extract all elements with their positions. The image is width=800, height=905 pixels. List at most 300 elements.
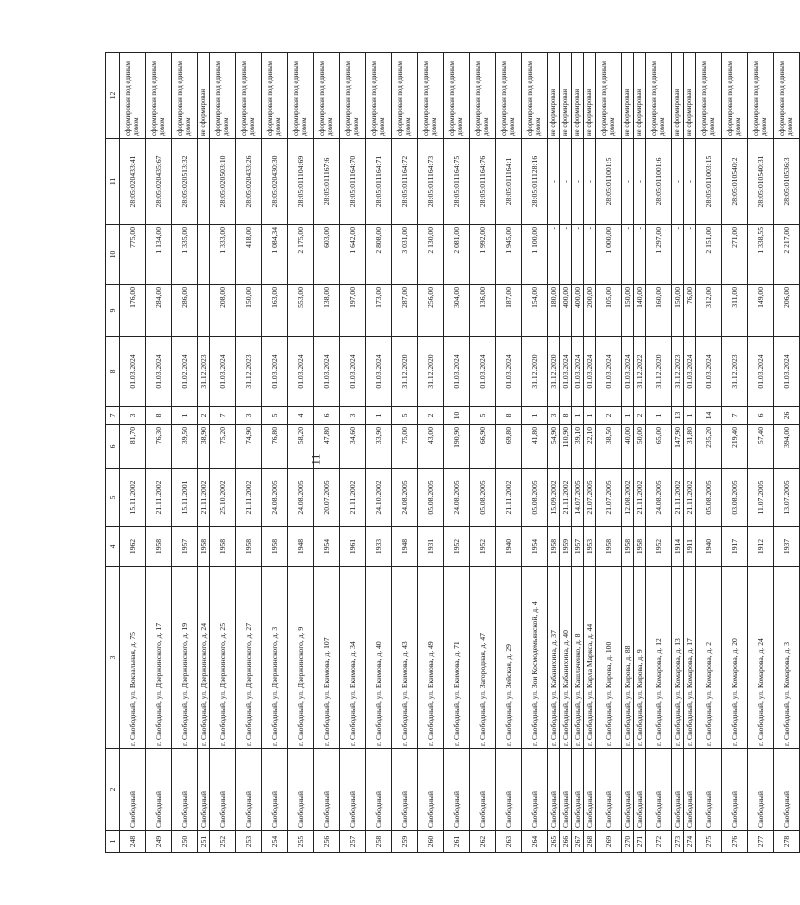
table-cell: 1952 (444, 527, 470, 567)
table-cell: 01.03.2024 (444, 337, 470, 407)
table-cell: 311,00 (722, 285, 748, 337)
table-cell: 8 (560, 407, 572, 425)
table-cell: 2 081,00 (444, 225, 470, 285)
table-cell: Свободный (622, 749, 634, 831)
table-cell: 1 335,00 (172, 225, 198, 285)
table-cell: г. Свободный, ул. Комарова, д. 13 (672, 567, 684, 749)
table-cell: 176,00 (120, 285, 146, 337)
table-cell: 01.03.2024 (288, 337, 314, 407)
table-cell: Свободный (522, 749, 548, 831)
table-cell: г. Свободный, ул. Кирова, д. 100 (596, 567, 622, 749)
table-row (262, 53, 288, 853)
table-row (198, 53, 210, 853)
table-cell: 28:05:011164:71 (366, 139, 392, 225)
table-cell: 31.12.2020 (522, 337, 548, 407)
table-cell: 31.12.2020 (418, 337, 444, 407)
table-cell: 274 (684, 831, 696, 853)
table-cell: сформирован под единым домом (172, 53, 198, 139)
table-cell: 1961 (340, 527, 366, 567)
table-cell: г. Свободный, ул. Екимова, д. 71 (444, 567, 470, 749)
table-cell: 28:05:011164:72 (392, 139, 418, 225)
rotated-table-wrapper (105, 53, 794, 853)
table-cell: 28:05:010540:2 (722, 139, 748, 225)
table-row (572, 53, 584, 853)
table-cell: 150,00 (622, 285, 634, 337)
table-cell: сформирован под единым домом (774, 53, 800, 139)
table-cell: 1957 (572, 527, 584, 567)
table-cell: 147,90 (672, 425, 684, 469)
table-cell: 8 (146, 407, 172, 425)
table-row (622, 53, 634, 853)
table-cell: 160,00 (646, 285, 672, 337)
table-row (748, 53, 774, 853)
table-row (314, 53, 340, 853)
table-cell: 253 (236, 831, 262, 853)
table-cell: 28:05:020513:32 (172, 139, 198, 225)
table-cell: 271,00 (722, 225, 748, 285)
table-cell: не сформирован (684, 53, 696, 139)
table-row (340, 53, 366, 853)
table-cell: 1948 (392, 527, 418, 567)
table-cell: 418,00 (236, 225, 262, 285)
table-cell: 31.12.2023 (198, 337, 210, 407)
table-cell: 150,00 (236, 285, 262, 337)
table-cell: 01.03.2024 (340, 337, 366, 407)
table-cell: г. Свободный, ул. Комарова, д. 2 (696, 567, 722, 749)
table-cell: 200,00 (584, 285, 596, 337)
table-cell: 219,40 (722, 425, 748, 469)
table-cell: 276 (722, 831, 748, 853)
column-header: 10 (106, 225, 120, 285)
table-cell: 251 (198, 831, 210, 853)
table-cell: 21.07.2005 (596, 469, 622, 527)
table-cell: Свободный (172, 749, 198, 831)
table-cell: 1959 (560, 527, 572, 567)
table-cell (198, 139, 210, 225)
table-cell: 01.03.2024 (774, 337, 800, 407)
table-cell: 31.12.2023 (236, 337, 262, 407)
table-row (236, 53, 262, 853)
table-cell: 255 (288, 831, 314, 853)
table-cell: 1958 (596, 527, 622, 567)
table-cell: 249 (146, 831, 172, 853)
table-cell: сформирован под единым домом (288, 53, 314, 139)
column-header: 2 (106, 749, 120, 831)
table-cell: 278 (774, 831, 800, 853)
table-cell: 2 808,00 (366, 225, 392, 285)
table-cell: 38,50 (596, 425, 622, 469)
table-cell: сформирован под единым домом (120, 53, 146, 139)
table-cell: г. Свободный, ул. Комарова, д. 17 (684, 567, 696, 749)
table-cell: г. Свободный, ул. Дзержинского, д. 19 (172, 567, 198, 749)
table-cell: 21.11.2002 (496, 469, 522, 527)
table-cell: 28:05:011164:1 (496, 139, 522, 225)
table-cell: 1958 (634, 527, 646, 567)
table-cell: Свободный (672, 749, 684, 831)
table-cell: 28:05:011164:70 (340, 139, 366, 225)
table-cell: 14.07.2005 (572, 469, 584, 527)
table-cell: 28:05:011164:73 (418, 139, 444, 225)
table-cell: 6 (314, 407, 340, 425)
table-cell: 28:05:011164:76 (470, 139, 496, 225)
table-cell: Свободный (262, 749, 288, 831)
table-cell: - (622, 139, 634, 225)
table-cell: не сформирован (572, 53, 584, 139)
table-cell: 1 333,00 (210, 225, 236, 285)
table-cell: 1 992,00 (470, 225, 496, 285)
table-cell: 41,80 (522, 425, 548, 469)
table-cell: 163,00 (262, 285, 288, 337)
table-cell: Свободный (198, 749, 210, 831)
table-cell: 01.03.2024 (120, 337, 146, 407)
table-cell: 187,00 (496, 285, 522, 337)
table-cell: 01.03.2024 (262, 337, 288, 407)
column-header: 5 (106, 469, 120, 527)
table-cell: г. Свободный, ул. Зои Космодемьянской, д. 4 (522, 567, 548, 749)
table-cell: 31.12.2020 (646, 337, 672, 407)
table-cell: Свободный (314, 749, 340, 831)
table-cell: 21.11.2002 (684, 469, 696, 527)
table-cell: 1931 (418, 527, 444, 567)
table-cell: Свободный (418, 749, 444, 831)
column-header: 3 (106, 567, 120, 749)
table-cell: 277 (748, 831, 774, 853)
table-cell: 05.08.2005 (696, 469, 722, 527)
table-cell: Свободный (236, 749, 262, 831)
table-cell: 25.10.2002 (210, 469, 236, 527)
table-cell: 15.09.2002 (548, 469, 560, 527)
table-cell: 13.07.2005 (774, 469, 800, 527)
table-cell: Свободный (470, 749, 496, 831)
table-cell: 1 642,00 (340, 225, 366, 285)
table-cell: 31.12.2020 (392, 337, 418, 407)
table-cell: 57,40 (748, 425, 774, 469)
table-cell: г. Свободный, ул. Комарова, д. 12 (646, 567, 672, 749)
table-cell: сформирован под единым домом (262, 53, 288, 139)
table-cell: 1 084,34 (262, 225, 288, 285)
table-cell: 304,00 (444, 285, 470, 337)
table-cell: не сформирован (584, 53, 596, 139)
table-cell: 3 031,00 (392, 225, 418, 285)
table-cell: 173,00 (366, 285, 392, 337)
table-cell: 5 (262, 407, 288, 425)
table-cell: 01.03.2024 (496, 337, 522, 407)
table-cell: 266 (560, 831, 572, 853)
table-row (548, 53, 560, 853)
table-cell: 1958 (548, 527, 560, 567)
table-cell: сформирован под единым домом (470, 53, 496, 139)
table-cell: 258 (366, 831, 392, 853)
table-cell: 05.08.2005 (470, 469, 496, 527)
table-cell: 1 (366, 407, 392, 425)
table-cell: 58,20 (288, 425, 314, 469)
table-cell: г. Свободный, ул. Дзержинского, д. 3 (262, 567, 288, 749)
table-cell: 1 000,00 (596, 225, 622, 285)
table-cell: 270 (622, 831, 634, 853)
table-cell: 256,00 (418, 285, 444, 337)
table-cell: 287,00 (392, 285, 418, 337)
table-cell: 7 (722, 407, 748, 425)
table-row (522, 53, 548, 853)
table-cell: Свободный (584, 749, 596, 831)
table-cell: г. Свободный, ул. Кашлаченко, д. 8 (572, 567, 584, 749)
table-cell: 1 (684, 407, 696, 425)
table-cell: 1962 (120, 527, 146, 567)
table-cell: 05.08.2005 (522, 469, 548, 527)
table-cell: 38,90 (198, 425, 210, 469)
table-cell: 1911 (684, 527, 696, 567)
column-header: 12 (106, 53, 120, 139)
table-cell: 603,00 (314, 225, 340, 285)
table-cell: 1 945,00 (496, 225, 522, 285)
table-cell: - (672, 139, 684, 225)
table-cell: 28:05:011167:6 (314, 139, 340, 225)
table-cell: 263 (496, 831, 522, 853)
table-cell: 2 (198, 407, 210, 425)
table-cell: 197,00 (340, 285, 366, 337)
table-cell: 1940 (496, 527, 522, 567)
table-cell: сформирован под единым домом (522, 53, 548, 139)
column-header: 9 (106, 285, 120, 337)
table-cell: 1933 (366, 527, 392, 567)
table-cell: 1948 (288, 527, 314, 567)
table-cell: 1952 (470, 527, 496, 567)
table-cell: 1958 (622, 527, 634, 567)
table-cell: 39,10 (572, 425, 584, 469)
table-cell: 1954 (314, 527, 340, 567)
table-cell: 65,00 (646, 425, 672, 469)
table-body (120, 53, 800, 853)
column-header: 1 (106, 831, 120, 853)
table-cell: сформирован под единым домом (748, 53, 774, 139)
table-row (172, 53, 198, 853)
table-cell: 01.03.2024 (572, 337, 584, 407)
table-cell: 01.02.2024 (172, 337, 198, 407)
table-cell: 400,00 (560, 285, 572, 337)
table-cell: 54,90 (548, 425, 560, 469)
table-cell: Свободный (288, 749, 314, 831)
table-cell: г. Свободный, ул. Комарова, д. 20 (722, 567, 748, 749)
table-cell: 3 (120, 407, 146, 425)
table-cell: 1917 (722, 527, 748, 567)
table-cell: - (634, 139, 646, 225)
table-cell: 81,70 (120, 425, 146, 469)
header-row (106, 53, 120, 853)
table-cell: 284,00 (146, 285, 172, 337)
table-cell: 01.03.2024 (748, 337, 774, 407)
table-cell: 110,90 (560, 425, 572, 469)
table-cell: 2 175,00 (288, 225, 314, 285)
table-cell: сформирован под единым домом (366, 53, 392, 139)
column-header: 8 (106, 337, 120, 407)
table-cell: 28:05:020433:41 (120, 139, 146, 225)
table-cell: 28:05:011104:69 (288, 139, 314, 225)
table-cell: Свободный (146, 749, 172, 831)
table-cell: 1937 (774, 527, 800, 567)
table-row (634, 53, 646, 853)
table-cell: 149,00 (748, 285, 774, 337)
table-cell: 3 (340, 407, 366, 425)
table-cell: - (560, 139, 572, 225)
table-cell: 138,00 (314, 285, 340, 337)
table-row (696, 53, 722, 853)
table-cell: 15.11.2002 (120, 469, 146, 527)
table-cell: 271 (634, 831, 646, 853)
table-cell: - (634, 225, 646, 285)
table-cell: 1940 (696, 527, 722, 567)
table-cell: сформирован под единым домом (496, 53, 522, 139)
table-cell: 10 (444, 407, 470, 425)
table-cell: 75,00 (392, 425, 418, 469)
page-number: 11 (308, 453, 323, 466)
table-cell: сформирован под единым домом (444, 53, 470, 139)
table-cell: сформирован под единым домом (696, 53, 722, 139)
table-cell: - (584, 139, 596, 225)
table-cell: 1958 (236, 527, 262, 567)
table-cell: 22,10 (584, 425, 596, 469)
table-cell: Свободный (646, 749, 672, 831)
table-cell: Свободный (572, 749, 584, 831)
table-cell: 1 134,00 (146, 225, 172, 285)
table-cell: 21.07.2005 (584, 469, 596, 527)
table-row (684, 53, 696, 853)
table-cell: не сформирован (672, 53, 684, 139)
table-cell: 24.08.2005 (646, 469, 672, 527)
table-cell: 2 130,00 (418, 225, 444, 285)
table-cell: 267 (572, 831, 584, 853)
table-cell: 4 (288, 407, 314, 425)
table-cell: 28:05:020435:67 (146, 139, 172, 225)
table-cell: 28:05:020430:30 (262, 139, 288, 225)
table-row (146, 53, 172, 853)
table-cell (198, 285, 210, 337)
table-row (392, 53, 418, 853)
table-cell: г. Свободный, ул. Вокзальная, д. 75 (120, 567, 146, 749)
table-cell: 01.03.2024 (314, 337, 340, 407)
table-cell: 01.03.2024 (584, 337, 596, 407)
table-cell: 31.12.2022 (634, 337, 646, 407)
table-cell: 206,00 (774, 285, 800, 337)
table-cell: 8 (496, 407, 522, 425)
table-cell: 5 (392, 407, 418, 425)
table-cell: 2 151,00 (696, 225, 722, 285)
table-cell: 43,00 (418, 425, 444, 469)
table-cell: 269 (596, 831, 622, 853)
table-cell: 12.08.2002 (622, 469, 634, 527)
table-row (470, 53, 496, 853)
table-cell: 5 (470, 407, 496, 425)
table-row (366, 53, 392, 853)
table-cell: 1953 (584, 527, 596, 567)
table-cell: - (572, 225, 584, 285)
table-cell: 154,00 (522, 285, 548, 337)
table-cell: 66,90 (470, 425, 496, 469)
table-cell: 75,20 (210, 425, 236, 469)
table-cell: 235,20 (696, 425, 722, 469)
table-cell: 2 (418, 407, 444, 425)
table-cell: 262 (470, 831, 496, 853)
table-cell: 257 (340, 831, 366, 853)
table-cell: 252 (210, 831, 236, 853)
table-cell: г. Свободный, ул. Комарова, д. 24 (748, 567, 774, 749)
table-row (210, 53, 236, 853)
table-cell: 1952 (646, 527, 672, 567)
table-cell: 39,50 (172, 425, 198, 469)
table-cell: 01.03.2024 (622, 337, 634, 407)
table-cell: 1 (584, 407, 596, 425)
table-cell: 69,80 (496, 425, 522, 469)
table-cell: г. Свободный, ул. Загородная, д. 47 (470, 567, 496, 749)
table-cell: 26 (774, 407, 800, 425)
table-cell: - (584, 225, 596, 285)
table-cell: 28:05:010540:31 (748, 139, 774, 225)
table-cell: 3 (548, 407, 560, 425)
table-cell: 150,00 (672, 285, 684, 337)
table-cell: г. Свободный, ул. Дзержинского, д. 27 (236, 567, 262, 749)
table-cell: 76,80 (262, 425, 288, 469)
column-header: 7 (106, 407, 120, 425)
table-cell: 7 (210, 407, 236, 425)
table-row (774, 53, 800, 853)
table-cell: 28:05:020433:26 (236, 139, 262, 225)
table-cell: 553,00 (288, 285, 314, 337)
table-cell: 74,90 (236, 425, 262, 469)
table-cell: не сформирован (634, 53, 646, 139)
table-cell: г. Свободный, ул. Комарова, д. 3 (774, 567, 800, 749)
column-header: 11 (106, 139, 120, 225)
table-cell: Свободный (774, 749, 800, 831)
table-cell: г. Свободный, ул. Екимова, д. 49 (418, 567, 444, 749)
table-cell: 1 (172, 407, 198, 425)
table-cell: 50,00 (634, 425, 646, 469)
table-cell: Свободный (340, 749, 366, 831)
table-cell: 394,00 (774, 425, 800, 469)
table-cell: 400,00 (572, 285, 584, 337)
table-cell: 248 (120, 831, 146, 853)
table-cell: 1 (522, 407, 548, 425)
table-cell: сформирован под единым домом (596, 53, 622, 139)
table-cell: 20.07.2005 (314, 469, 340, 527)
table-cell: 21.11.2002 (672, 469, 684, 527)
table-cell: 1958 (198, 527, 210, 567)
table-cell: сформирован под единым домом (722, 53, 748, 139)
table-cell: - (548, 139, 560, 225)
table-cell: г. Свободный, ул. Кабанихина, д. 40 (560, 567, 572, 749)
table-cell: 190,90 (444, 425, 470, 469)
table-cell: 40,00 (622, 425, 634, 469)
table-cell: г. Свободный, ул. Дзержинского, д. 9 (288, 567, 314, 749)
table-cell: 01.03.2024 (366, 337, 392, 407)
table-cell: г. Свободный, ул. Екимова, д. 34 (340, 567, 366, 749)
table-cell: 1912 (748, 527, 774, 567)
column-header: 4 (106, 527, 120, 567)
table-cell: - (672, 225, 684, 285)
table-cell: сформирован под единым домом (146, 53, 172, 139)
table-cell: 03.08.2005 (722, 469, 748, 527)
table-cell: 28:05:011001:6 (646, 139, 672, 225)
table-cell: 1957 (172, 527, 198, 567)
table-cell: 1954 (522, 527, 548, 567)
table-cell: 136,00 (470, 285, 496, 337)
table-cell: сформирован под единым домом (646, 53, 672, 139)
table-cell: 273 (672, 831, 684, 853)
table-cell: 6 (748, 407, 774, 425)
table-cell: 1 338,55 (748, 225, 774, 285)
table-cell: сформирован под единым домом (392, 53, 418, 139)
table-cell: 24.10.2002 (366, 469, 392, 527)
table-cell: 264 (522, 831, 548, 853)
table-cell: 1958 (262, 527, 288, 567)
